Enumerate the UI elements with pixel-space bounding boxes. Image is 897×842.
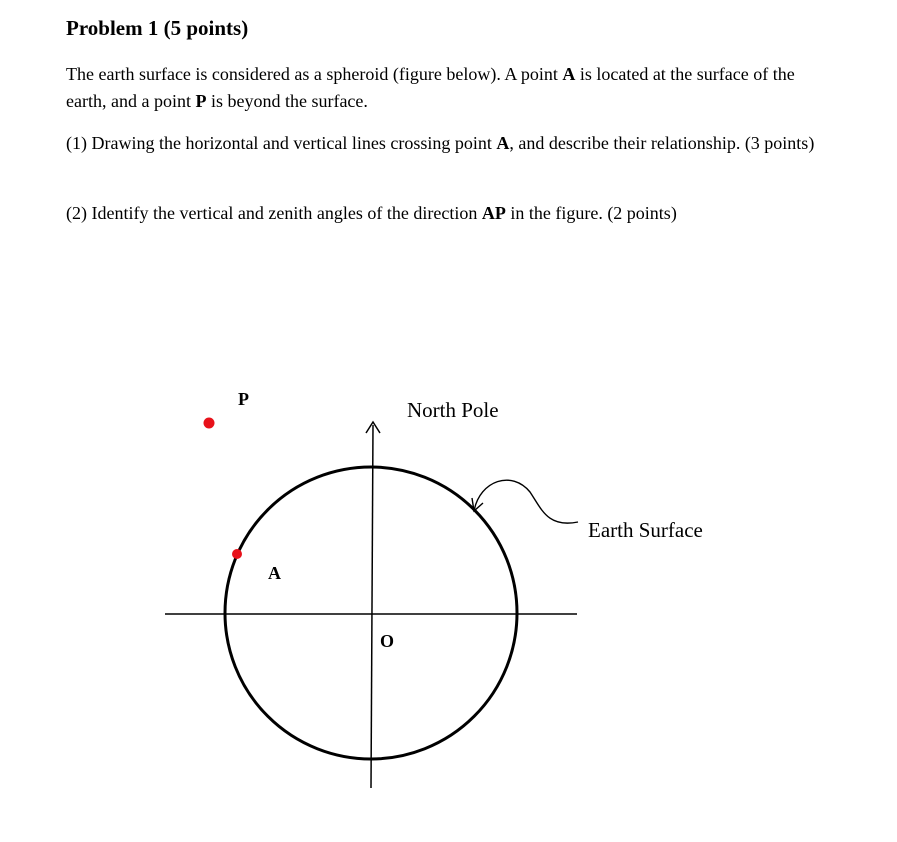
point-p-marker xyxy=(204,418,215,429)
label-a: A xyxy=(268,563,281,583)
label-p: P xyxy=(238,389,249,409)
question-1-text-2: , and describe their relationship. (3 points) xyxy=(509,133,815,153)
problem-title: Problem 1 (5 points) xyxy=(66,16,249,40)
question-2-text-1: (2) Identify the vertical and zenith angles of the direction xyxy=(66,203,482,223)
intro-point-a: A xyxy=(562,64,576,84)
question-2-direction-ap: AP xyxy=(481,203,506,223)
intro-text-3: is beyond the surface. xyxy=(206,91,368,111)
polar-axis-line xyxy=(371,425,373,788)
label-earth-surface: Earth Surface xyxy=(588,518,703,542)
question-1-point-a: A xyxy=(496,133,510,153)
intro-point-p: P xyxy=(195,91,207,111)
label-north-pole: North Pole xyxy=(407,398,499,422)
intro-text-2: is located at the surface of the earth, and a point xyxy=(66,64,795,111)
question-2-text-2: in the figure. (2 points) xyxy=(505,203,677,223)
question-1-text-1: (1) Drawing the horizontal and vertical lines crossing point xyxy=(66,133,497,153)
earth-surface-pointer xyxy=(474,480,578,523)
intro-text-1: The earth surface is considered as a spheroid (figure below). A point xyxy=(66,64,563,84)
point-a-marker xyxy=(232,549,242,559)
label-o: O xyxy=(380,631,395,651)
